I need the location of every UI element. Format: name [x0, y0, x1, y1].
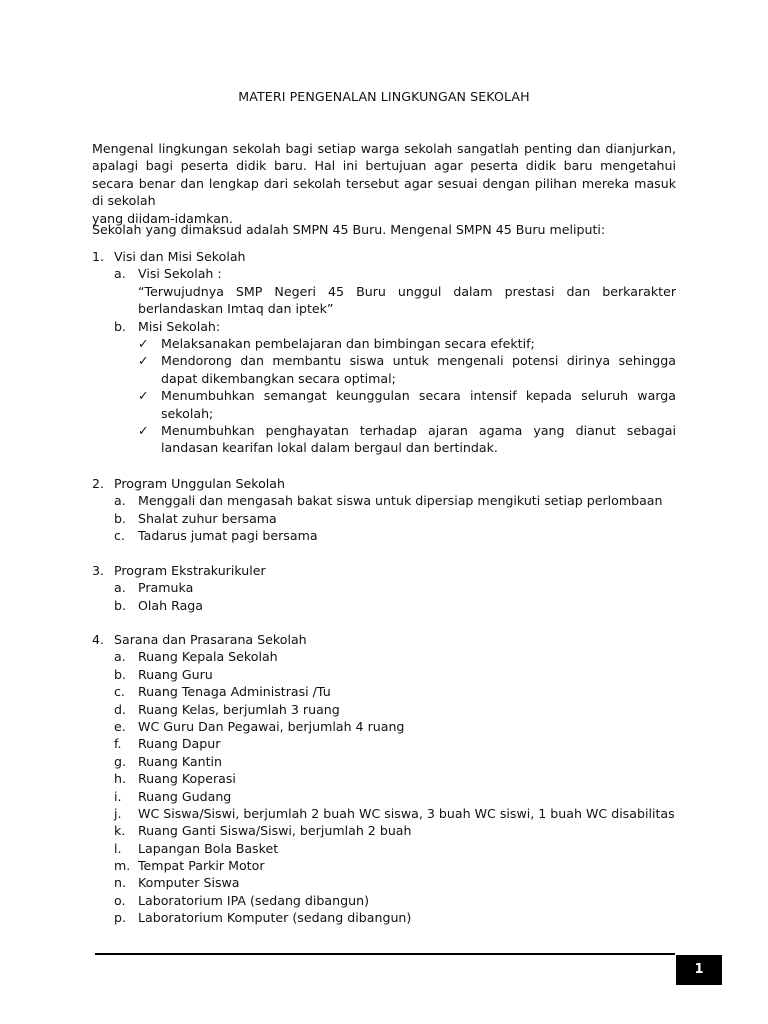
list-item: [92, 597, 676, 614]
section-ekstrakurikuler: [92, 562, 676, 614]
item-text: Shalat zuhur bersama: [138, 510, 277, 526]
item-text: Menggali dan mengasah bakat siswa untuk dipersiap mengikuti setiap perlombaan: [138, 493, 663, 509]
item-text: Ruang Dapur: [138, 736, 221, 752]
visi-quote: “Terwujudnya SMP Negeri 45 Buru unggul dalam prestasi dan berkarakter berlandaskan Imtaq dan iptek”: [138, 283, 676, 317]
list-item: [92, 735, 676, 752]
visi-heading: [92, 265, 676, 282]
list-item: [92, 805, 676, 822]
item-letter: c.: [114, 684, 125, 700]
section-heading: [92, 248, 676, 265]
item-text: Laboratorium Komputer (sedang dibangun): [138, 910, 412, 926]
item-letter: d.: [114, 701, 126, 717]
check-icon: ✓: [138, 423, 149, 439]
section-heading: [92, 475, 676, 492]
intro-last-line: yang diidam-idamkan.: [92, 210, 233, 226]
item-text: Ruang Guru: [138, 666, 213, 682]
page-number: 1: [694, 962, 704, 978]
list-item: [92, 840, 676, 857]
item-text: WC Guru Dan Pegawai, berjumlah 4 ruang: [138, 718, 405, 734]
section-heading: [92, 562, 676, 579]
item-letter: f.: [114, 736, 122, 752]
section-title: Program Unggulan Sekolah: [114, 476, 285, 491]
item-text: Olah Raga: [138, 597, 204, 613]
list-item: [92, 683, 676, 700]
list-item: [92, 857, 676, 874]
item-letter: e.: [114, 718, 126, 734]
intro-paragraph: [92, 140, 676, 227]
list-item: [92, 892, 676, 909]
item-letter: k.: [114, 823, 126, 839]
item-text: Ruang Ganti Siswa/Siswi, berjumlah 2 buah: [138, 823, 412, 839]
misi-item: [138, 422, 676, 457]
misi-item: [138, 387, 676, 422]
item-letter: b.: [114, 318, 126, 334]
section-number: 2.: [92, 476, 105, 491]
item-letter: i.: [114, 788, 122, 804]
item-text: Lapangan Bola Basket: [138, 840, 279, 856]
item-letter: m.: [114, 858, 131, 874]
page-number-badge: [676, 955, 722, 985]
misi-item-text: Mendorong dan membantu siswa untuk mengenali potensi dirinya sehingga dapat dikembangkan secara optimal;: [161, 353, 676, 386]
item-label: Misi Sekolah:: [138, 318, 221, 334]
footer-divider: [95, 953, 675, 955]
item-letter: a.: [114, 493, 126, 509]
section-title: Visi dan Misi Sekolah: [114, 249, 246, 264]
section-number: 4.: [92, 632, 105, 647]
list-item: [92, 579, 676, 596]
item-text: Ruang Koperasi: [138, 771, 236, 787]
misi-heading: [92, 318, 676, 335]
intro-text: Mengenal lingkungan sekolah bagi setiap warga sekolah sangatlah penting dan dianjurkan, apalagi bagi peserta didik baru. Hal ini bertujuan agar peserta didik baru mengetahui secara benar dan lengkap dari sekolah tersebut agar sesuai dengan pilihan mereka masuk di sekolah: [92, 141, 676, 209]
section-number: 3.: [92, 563, 105, 578]
list-item: [92, 753, 676, 770]
item-letter: g.: [114, 753, 126, 769]
page-title: MATERI PENGENALAN LINGKUNGAN SEKOLAH: [238, 89, 530, 104]
item-letter: n.: [114, 875, 126, 891]
list-item: [92, 909, 676, 926]
section-sarana-prasarana: [92, 631, 676, 927]
item-letter: p.: [114, 910, 126, 926]
item-letter: h.: [114, 771, 126, 787]
section-title: Sarana dan Prasarana Sekolah: [114, 632, 307, 647]
item-text: Ruang Kepala Sekolah: [138, 649, 278, 665]
list-item: [92, 701, 676, 718]
section-number: 1.: [92, 249, 105, 264]
misi-item: [138, 352, 676, 387]
item-text: Laboratorium IPA (sedang dibangun): [138, 892, 369, 908]
section-visi-misi: [92, 248, 676, 457]
misi-item-text: Menumbuhkan semangat keunggulan secara intensif kepada seluruh warga sekolah;: [161, 388, 676, 421]
item-letter: o.: [114, 892, 126, 908]
list-item: [92, 718, 676, 735]
list-item: [92, 874, 676, 891]
list-item: [92, 510, 676, 527]
item-letter: j.: [114, 805, 122, 821]
check-icon: ✓: [138, 353, 149, 369]
section-program-unggulan: [92, 475, 676, 545]
section-heading: [92, 631, 676, 648]
list-item: [92, 666, 676, 683]
item-text: Ruang Gudang: [138, 788, 232, 804]
section-title: Program Ekstrakurikuler: [114, 563, 266, 578]
item-letter: a.: [114, 266, 126, 282]
item-text: Tadarus jumat pagi bersama: [138, 528, 318, 544]
list-item: [92, 527, 676, 544]
list-item: [92, 822, 676, 839]
misi-item-text: Menumbuhkan penghayatan terhadap ajaran agama yang dianut sebagai landasan kearifan lokal dalam bergaul dan bertindak.: [161, 423, 676, 456]
item-label: Visi Sekolah :: [138, 266, 222, 282]
check-icon: ✓: [138, 388, 149, 404]
item-text: Komputer Siswa: [138, 875, 240, 891]
list-item: [92, 492, 676, 509]
item-letter: c.: [114, 528, 125, 544]
school-line: Sekolah yang dimaksud adalah SMPN 45 Buru. Mengenal SMPN 45 Buru meliputi:: [92, 222, 606, 237]
check-icon: ✓: [138, 335, 149, 351]
misi-item-text: Melaksanakan pembelajaran dan bimbingan secara efektif;: [161, 335, 535, 351]
misi-item: [138, 335, 676, 352]
list-item: [92, 770, 676, 787]
item-letter: a.: [114, 580, 126, 596]
item-letter: l.: [114, 840, 122, 856]
list-item: [92, 648, 676, 665]
item-text: Pramuka: [138, 580, 194, 596]
item-text: Tempat Parkir Motor: [138, 858, 265, 874]
item-text: WC Siswa/Siswi, berjumlah 2 buah WC siswa, 3 buah WC siswi, 1 buah WC disabilitas: [138, 805, 675, 821]
item-letter: b.: [114, 666, 126, 682]
item-letter: a.: [114, 649, 126, 665]
list-item: [92, 788, 676, 805]
item-text: Ruang Kantin: [138, 753, 223, 769]
item-text: Ruang Kelas, berjumlah 3 ruang: [138, 701, 340, 717]
item-letter: b.: [114, 510, 126, 526]
item-text: Ruang Tenaga Administrasi /Tu: [138, 684, 331, 700]
item-letter: b.: [114, 597, 126, 613]
